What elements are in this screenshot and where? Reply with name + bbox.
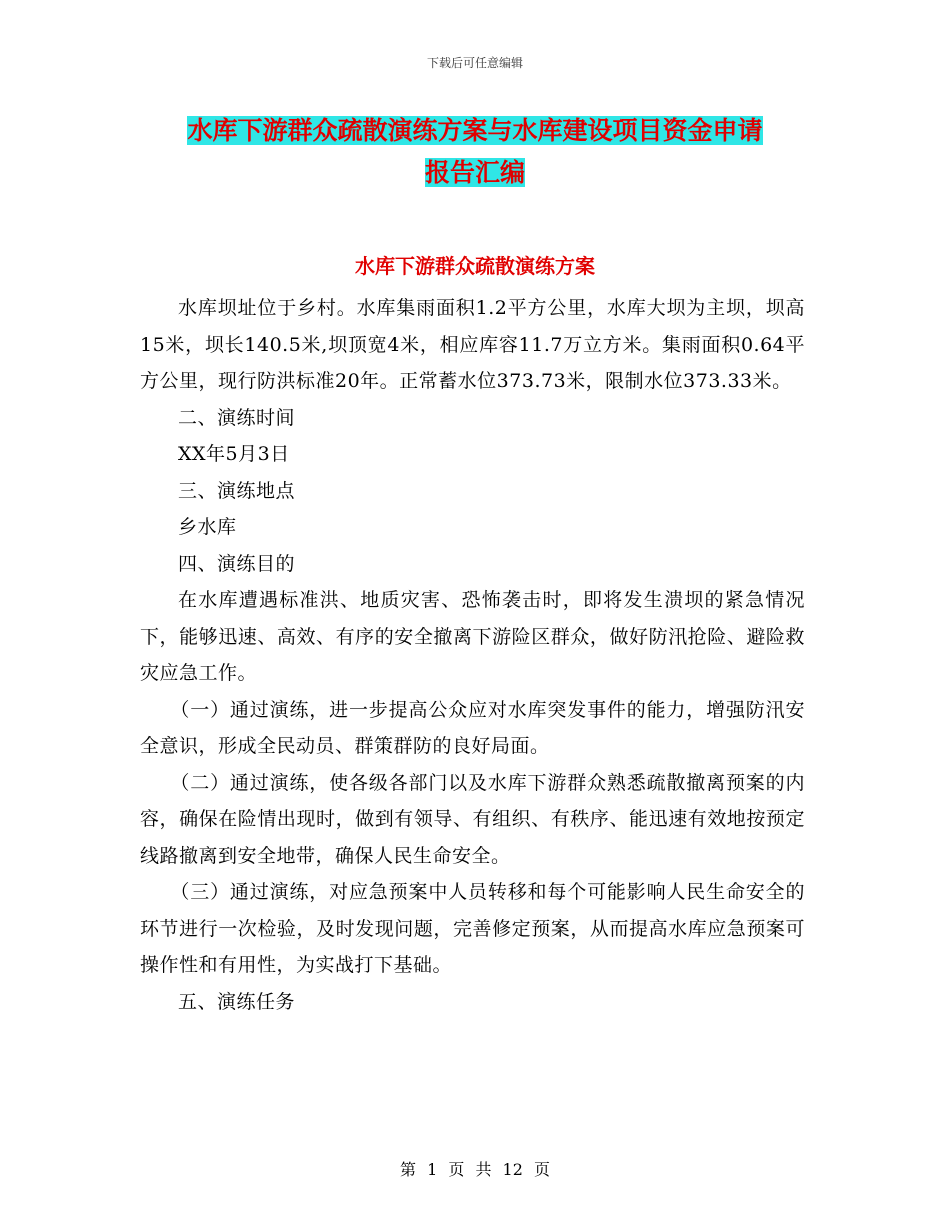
document-body <box>140 290 805 1020</box>
heading-drill-tasks: 五、演练任务 <box>178 990 296 1013</box>
section-title: 水库下游群众疏散演练方案 <box>355 254 595 278</box>
heading-drill-purpose: 四、演练目的 <box>178 552 296 575</box>
paragraph-drill-location: 乡水库 <box>178 516 237 538</box>
document-title-line1: 水库下游群众疏散演练方案与水库建设项目资金申请 <box>187 116 763 145</box>
paragraph-overview: 水库坝址位于乡村。水库集雨面积1.2平方公里，水库大坝为主坝，坝高15米，坝长140.5米,坝顶宽4米，相应库容11.7万立方米。集雨面积0.64平方公里，现行防洪标准20年。正常蓄水位373.73米，限制水位373.33米。 <box>140 297 805 392</box>
document-title-line2: 报告汇编 <box>424 158 525 187</box>
paragraph-drill-date: XX年5月3日 <box>178 443 290 465</box>
header-note: 下载后可任意编辑 <box>426 56 523 70</box>
document-title <box>140 110 810 194</box>
heading-drill-time: 二、演练时间 <box>178 406 296 429</box>
paragraph-purpose-2: （二）通过演练，使各级各部门以及水库下游群众熟悉疏散撤离预案的内容，确保在险情出现时，做到有领导、有组织、有秩序、能迅速有效地按预定线路撤离到安全地带，确保人民生命安全。 <box>140 771 805 867</box>
page-footer: 第 1 页 共 12 页 <box>400 1160 550 1179</box>
paragraph-purpose-1: （一）通过演练，进一步提高公众应对水库突发事件的能力，增强防汛安全意识，形成全民动员、群策群防的良好局面。 <box>140 698 805 757</box>
heading-drill-location: 三、演练地点 <box>178 479 296 502</box>
paragraph-drill-purpose: 在水库遭遇标准洪、地质灾害、恐怖袭击时，即将发生溃坝的紧急情况下，能够迅速、高效、有序的安全撤离下游险区群众，做好防汛抢险、避险救灾应急工作。 <box>140 589 805 684</box>
paragraph-purpose-3: （三）通过演练，对应急预案中人员转移和每个可能影响人民生命安全的环节进行一次检验，及时发现问题，完善修定预案，从而提高水库应急预案可操作性和有用性，为实战打下基础。 <box>140 881 805 976</box>
